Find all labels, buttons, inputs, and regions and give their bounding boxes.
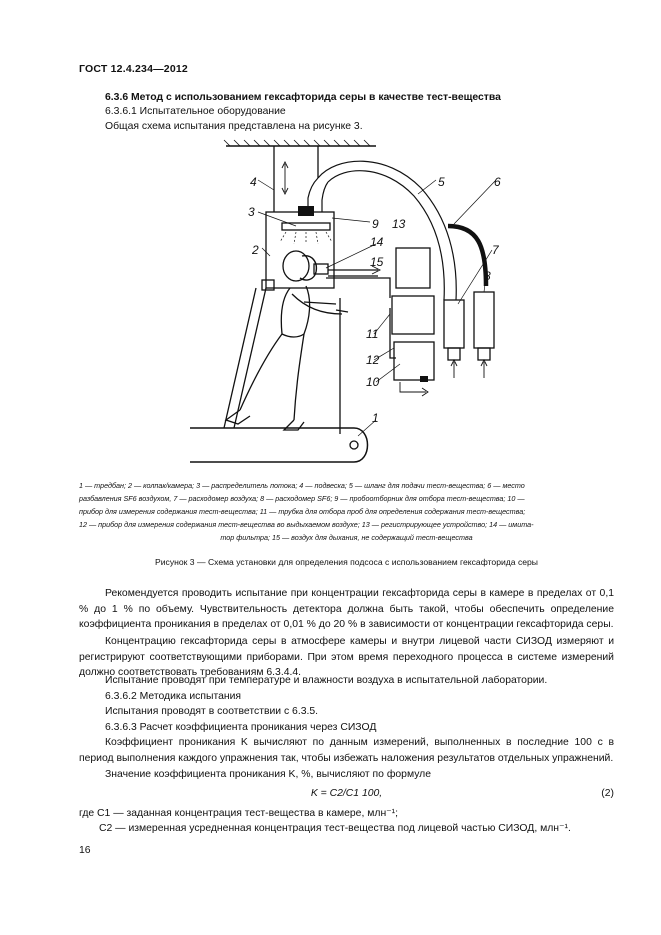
label-air-flowmeter: 7 — [492, 243, 499, 257]
paragraph-procedure: Испытания проводят в соответствии с 6.3.5. — [105, 706, 319, 718]
subsection-calculation: 6.3.6.3 Расчет коэффициента проникания через СИЗОД — [105, 721, 377, 733]
label-breathing-air: 15 — [370, 255, 384, 269]
label-sampler: 9 — [372, 217, 379, 231]
formula: K = C2/C1 100, — [310, 788, 383, 799]
paragraph-measurement: Концентрацию гексафторида серы в атмосфере камеры и внутри лицевой части СИЗОД измеряют и регистрируют соответствующими приборами. При этом время переходного процесса в системе измерений должно соответствовать требованиям 6.3.4.4. — [79, 636, 614, 679]
subsection-heading: 6.3.6.1 Испытательное оборудование — [105, 106, 286, 117]
label-suspension: 4 — [250, 175, 257, 189]
body-paragraph-3 — [79, 673, 614, 782]
air-flowmeter — [444, 300, 464, 348]
sf6-flowmeter — [474, 292, 494, 348]
label-distributor: 3 — [248, 205, 255, 219]
support-rod — [224, 288, 256, 428]
where-c2: C2 — измеренная усредненная концентрация тест-вещества под лицевой частью СИЗОД, млн⁻¹. — [99, 823, 571, 834]
paragraph-concentration: Рекомендуется проводить испытание при концентрации гексафторида серы в камере в пределах от 0,1 % до 1 % по объему. Чувствительность детектора должна быть такой, чтобы обеспечить определение коэффициента проникания в пределах от 0,01 % до 20 % в зависимости от концентрации гексафторида серы. — [79, 588, 614, 631]
registering-device — [396, 248, 430, 288]
section-title: 6.3.6 Метод с использованием гексафторида серы в качестве тест-вещества — [105, 92, 501, 103]
label-hose: 5 — [438, 175, 445, 189]
label-dilution: 6 — [494, 175, 501, 189]
formula-number: (2) — [601, 788, 614, 799]
paragraph-formula-intro: Значение коэффициента проникания K, %, вычисляют по формуле — [105, 768, 432, 780]
test-setup-diagram — [186, 138, 516, 478]
figure-legend-line-1: 1 — тредбан; 2 — колпак/камера; 3 — распределитель потока; 4 — подвеска; 5 — шланг для подачи тест-вещества; 6 — место — [79, 481, 525, 490]
label-treadmill: 1 — [372, 411, 379, 425]
chamber-analyzer — [394, 342, 434, 380]
label-chamber-analyzer: 10 — [366, 375, 380, 389]
supply-hose — [318, 161, 456, 300]
subsection-method: 6.3.6.2 Методика испытания — [105, 690, 242, 702]
where-c1: где C1 — заданная концентрация тест-вещества в камере, млн⁻¹; — [79, 808, 399, 819]
paragraph-conditions: Испытание проводят при температуре и влажности воздуха в испытательной лаборатории. — [105, 675, 548, 686]
figure-legend-line-5: тор фильтра; 15 — воздух для дыхания, не содержащий тест-вещества — [220, 533, 473, 542]
label-hood: 2 — [252, 243, 259, 257]
document-header: ГОСТ 12.4.234—2012 — [79, 63, 188, 75]
figure-legend-line-3: прибор для измерения содержания тест-вещества; 11 — трубка для отбора проб для определения содержания тест-вещества; — [79, 507, 526, 516]
paragraph-coefficient: Коэффициент проникания K вычисляют по данным измерений, выполненных в последние 100 с в период выполнения каждого упражнения так, чтобы избежать наложения результатов отдельных упражнений. — [79, 737, 614, 764]
label-filter-imitator: 14 — [370, 235, 384, 249]
page-number: 16 — [79, 845, 91, 856]
figure-legend-line-2: разбавления SF6 воздухом, 7 — расходомер воздуха; 8 — расходомер SF6; 9 — пробоотборник для отбора тест-вещества; 10 — — [79, 494, 525, 503]
exhaled-air-analyzer — [392, 296, 434, 334]
figure-caption: Рисунок 3 — Схема установки для определения подсоса с использованием гексафторида серы — [155, 557, 538, 567]
treadmill — [190, 428, 368, 462]
body-paragraph-1 — [79, 586, 614, 633]
label-exhaled-analyzer: 12 — [366, 353, 380, 367]
label-sf6-flowmeter: 8 — [484, 269, 491, 283]
figure-legend-line-4: 12 — прибор для измерения содержания тест-вещества во выдыхаемом воздухе; 13 — регистрирующее устройство; 14 — имита- — [79, 520, 534, 529]
intro-text: Общая схема испытания представлена на рисунке 3. — [105, 121, 363, 132]
label-registering: 13 — [392, 217, 406, 231]
person-body — [240, 288, 290, 410]
label-sampling-tube: 11 — [366, 327, 379, 341]
